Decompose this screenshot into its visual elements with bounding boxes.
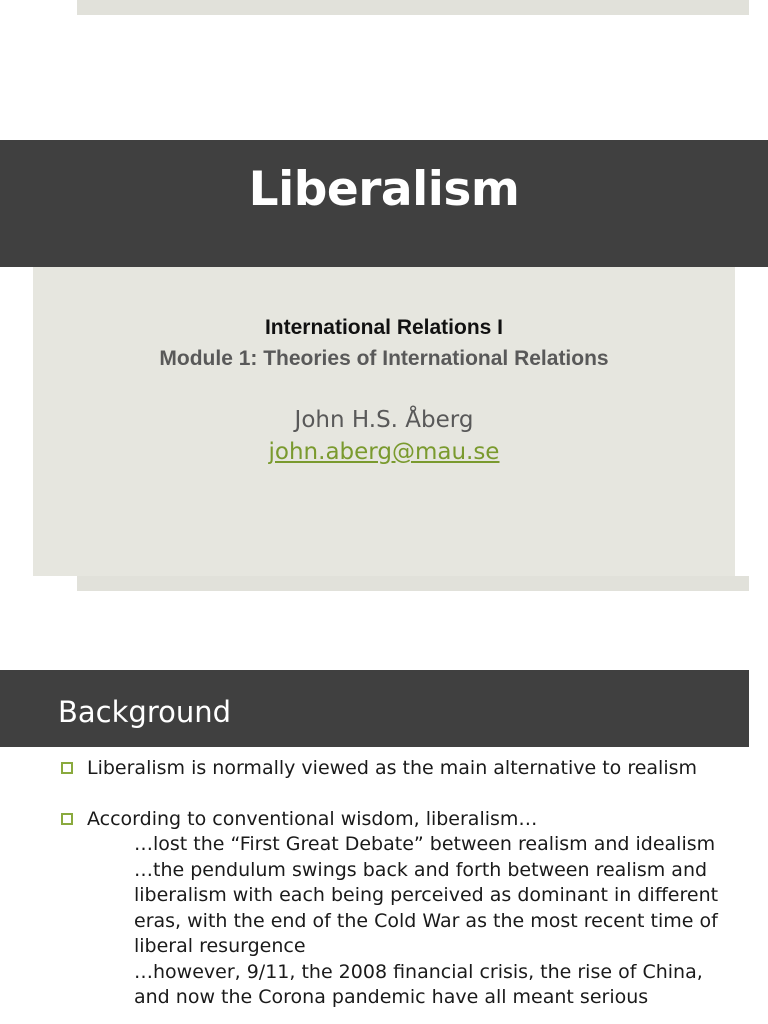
- sub-point-list: [134, 832, 744, 1011]
- bullet-checkbox-icon: [61, 813, 73, 825]
- sub-point: …lost the “First Great Debate” between realism and idealism: [134, 833, 716, 855]
- email-link-container: [33, 439, 735, 465]
- title-card-shadow: [77, 576, 749, 591]
- background-heading: Background: [58, 695, 232, 729]
- slide-title: Liberalism: [248, 162, 520, 217]
- previous-slide-shadow: [77, 0, 749, 15]
- course-name: International Relations I: [264, 316, 504, 339]
- module-name: Module 1: Theories of International Relations: [159, 347, 609, 370]
- bullet-text: Liberalism is normally viewed as the main alternative to realism: [87, 757, 698, 779]
- author-name: John H.S. Åberg: [294, 407, 474, 433]
- email-link[interactable]: john.aberg@mau.se: [268, 439, 500, 465]
- sub-point: …however, 9/11, the 2008 financial crisis, the rise of China, and now the Corona pandemic have all meant serious: [134, 960, 703, 1008]
- bullet-checkbox-icon: [61, 762, 73, 774]
- sub-point: …the pendulum swings back and forth between realism and liberalism with each being perceived as dominant in different eras, with the end of the Cold War as the most recent time of liberal resurgence: [134, 858, 719, 957]
- bullet-text: According to conventional wisdom, liberalism…: [87, 808, 538, 830]
